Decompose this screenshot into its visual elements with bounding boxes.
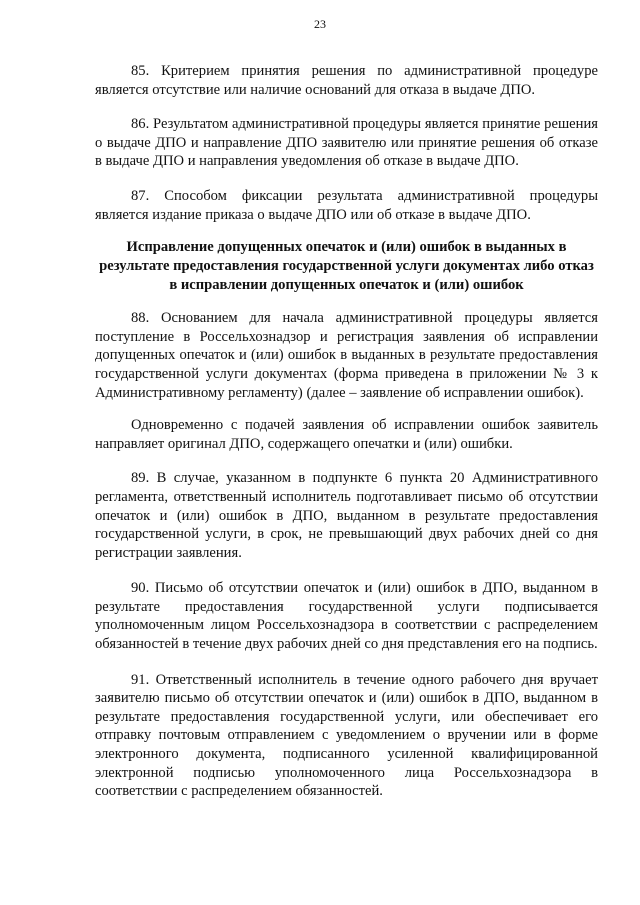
paragraph-91: 91. Ответственный исполнитель в течение одного рабочего дня вручает заявителю письмо об отсутствии опечаток и (или) ошибок в ДПО, выданном в результате предоставления государственной услуги, или обеспечивает его отправку почтовым отправлением с уведомлением о вручении или в форме электронного документа, подписанного усиленной квалифицированной электронной подписью уполномоченного лица Россельхознадзора в соответствии с распределением обязанностей. (95, 671, 598, 800)
paragraph-88-continuation: Одновременно с подачей заявления об исправлении ошибок заявитель направляет оригинал ДПО, содержащего опечатки и (или) ошибки. (95, 417, 598, 452)
paragraph-87: 87. Способом фиксации результата административной процедуры является издание приказа о выдаче ДПО или об отказе в выдаче ДПО. (95, 187, 598, 223)
paragraph-85: 85. Критерием принятия решения по административной процедуре является отсутствие или наличие оснований для отказа в выдаче ДПО. (95, 63, 598, 98)
section-heading: Исправление допущенных опечаток и (или) ошибок в выданных в результате предоставления государственной услуги документах либо отказ в исправлении допущенных опечаток и (или) ошибок (99, 239, 594, 294)
paragraph-90: 90. Письмо об отсутствии опечаток и (или) ошибок в ДПО, выданном в результате предоставления государственной услуги подписывается уполномоченным лицом Россельхознадзора в соответствии с распределением обязанностей в течение двух рабочих дней со дня представления его на подпись. (95, 580, 598, 653)
page-number: 23 (314, 17, 326, 31)
paragraph-86: 86. Результатом административной процедуры является принятие решения о выдаче ДПО и направление ДПО заявителю или принятие решения об отказе в выдаче ДПО и направления уведомления об отказе в выдаче ДПО. (95, 116, 598, 170)
document-body (95, 62, 598, 815)
paragraph-88: 88. Основанием для начала административной процедуры является поступление в Россельхознадзор и регистрация заявления об исправлении допущенных опечаток и (или) ошибок в выданных в результате предоставления государственной услуги документах (форма приведена в приложении № 3 к Административному регламенту) (далее – заявление об исправлении ошибок). (95, 310, 598, 401)
paragraph-89: 89. В случае, указанном в подпункте 6 пункта 20 Административного регламента, ответственный исполнитель подготавливает письмо об отсутствии опечаток и (или) ошибок в ДПО, выданном в результате предоставления государственной услуги, в срок, не превышающий двух рабочих дней со дня регистрации заявления. (95, 470, 598, 561)
